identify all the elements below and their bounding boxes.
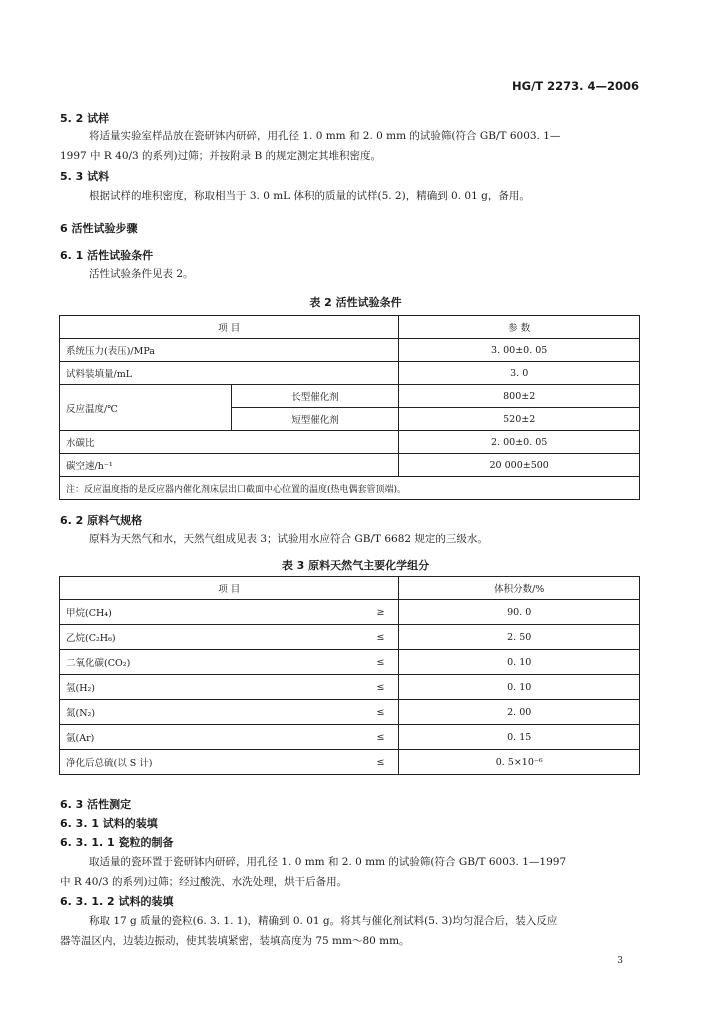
table-cell: 800±2: [399, 385, 640, 408]
section-6-3-title: 6. 3 活性测定: [60, 798, 132, 811]
table-row: [60, 625, 640, 650]
table-2: [59, 315, 640, 500]
table-2-header-param: 参 数: [399, 316, 640, 339]
table-row: [60, 650, 640, 675]
table-cell: 二氧化碳(CO₂): [60, 650, 351, 675]
doc-code-header: HG/T 2273. 4—2006: [512, 79, 639, 93]
table-3: [59, 576, 640, 775]
section-6-2-title: 6. 2 原料气规格: [60, 514, 143, 527]
section-6-2-text: 原料为天然气和水，天然气组成见表 3；试验用水应符合 GB/T 6682 规定的三级水。: [89, 533, 488, 545]
section-6-3-1-2-text-line1: 称取 17 g 质量的瓷粒(6. 3. 1. 1)，精确到 0. 01 g。将其与催化剂试料(5. 3)均匀混合后，装入反应: [89, 915, 558, 927]
table-cell: 碳空速/h⁻¹: [60, 454, 399, 477]
table-row: [60, 316, 640, 339]
table-cell: 氩(Ar): [60, 725, 351, 750]
section-6-3-1-2-title: 6. 3. 1. 2 试料的装填: [60, 895, 174, 908]
table-cell: ≤: [351, 700, 399, 725]
table-cell: 20 000±500: [399, 454, 640, 477]
table-cell: 0. 10: [399, 650, 640, 675]
table-row: [60, 600, 640, 625]
table-cell: 短型催化剂: [231, 408, 399, 431]
section-6-3-1-1-text-line2: 中 R 40/3 的系列)过筛；经过酸洗、水洗处理，烘干后备用。: [60, 876, 348, 888]
section-5-3-title: 5. 3 试料: [60, 170, 110, 183]
table-cell: ≤: [351, 725, 399, 750]
table-cell: 净化后总硫(以 S 计): [60, 750, 351, 775]
table-cell: 3. 00±0. 05: [399, 339, 640, 362]
table-cell: 反应温度/℃: [60, 385, 232, 431]
table-cell: 氮(N₂): [60, 700, 351, 725]
table-cell: 2. 00: [399, 700, 640, 725]
section-6-1-title: 6. 1 活性试验条件: [60, 249, 154, 262]
table-cell: 90. 0: [399, 600, 640, 625]
section-5-3-text: 根据试样的堆积密度，称取相当于 3. 0 mL 体积的质量的试样(5. 2)，精确到 0. 01 g，备用。: [89, 190, 530, 202]
table-3-header-item: 项 目: [60, 577, 399, 600]
table-row: [60, 477, 640, 500]
table-row: [60, 362, 640, 385]
section-6-3-1-title: 6. 3. 1 试料的装填: [60, 817, 158, 830]
section-6-title: 6 活性试验步骤: [60, 222, 138, 235]
table-row: [60, 454, 640, 477]
table-cell: 2. 50: [399, 625, 640, 650]
table-cell: 520±2: [399, 408, 640, 431]
table-2-header-item: 项 目: [60, 316, 399, 339]
table-cell: 氢(H₂): [60, 675, 351, 700]
page-number: 3: [617, 956, 623, 966]
table-3-header-value: 体积分数/%: [399, 577, 640, 600]
table-row: [60, 675, 640, 700]
section-6-3-1-1-title: 6. 3. 1. 1 瓷粒的制备: [60, 836, 174, 849]
table-cell: 系统压力(表压)/MPa: [60, 339, 399, 362]
table-cell: 甲烷(CH₄): [60, 600, 351, 625]
table-cell: ≤: [351, 625, 399, 650]
table-cell: 0. 5×10⁻⁶: [399, 750, 640, 775]
table-2-caption: 表 2 活性试验条件: [309, 296, 402, 309]
table-row: [60, 577, 640, 600]
table-row: [60, 700, 640, 725]
section-5-2-text-line2: 1997 中 R 40/3 的系列)过筛；并按附录 B 的规定测定其堆积密度。: [60, 150, 382, 162]
table-row: [60, 725, 640, 750]
table-cell: 试料装填量/mL: [60, 362, 399, 385]
table-cell: 水碳比: [60, 431, 399, 454]
section-5-2-text-line1: 将适量实验室样品放在瓷研钵内研碎，用孔径 1. 0 mm 和 2. 0 mm 的试验筛(符合 GB/T 6003. 1—: [89, 130, 561, 142]
table-cell: 2. 00±0. 05: [399, 431, 640, 454]
table-row: [60, 385, 640, 408]
section-6-3-1-2-text-line2: 器等温区内，边装边振动，使其装填紧密，装填高度为 75 mm～80 mm。: [60, 935, 410, 947]
table-row: [60, 339, 640, 362]
table-cell: ≥: [351, 600, 399, 625]
table-cell: 乙烷(C₂H₆): [60, 625, 351, 650]
table-2-note: 注：反应温度指的是反应器内催化剂床层出口截面中心位置的温度(热电偶套管顶端)。: [60, 477, 640, 500]
table-cell: 长型催化剂: [231, 385, 399, 408]
section-5-2-title: 5. 2 试样: [60, 112, 110, 125]
table-cell: 3. 0: [399, 362, 640, 385]
table-row: [60, 431, 640, 454]
table-cell: 0. 15: [399, 725, 640, 750]
section-6-1-text: 活性试验条件见表 2。: [89, 268, 194, 280]
table-row: [60, 750, 640, 775]
table-cell: ≤: [351, 675, 399, 700]
section-6-3-1-1-text-line1: 取适量的瓷环置于瓷研钵内研碎，用孔径 1. 0 mm 和 2. 0 mm 的试验筛(符合 GB/T 6003. 1—1997: [89, 856, 567, 868]
table-cell: ≤: [351, 750, 399, 775]
table-3-caption: 表 3 原料天然气主要化学组分: [281, 559, 430, 572]
table-cell: ≤: [351, 650, 399, 675]
table-cell: 0. 10: [399, 675, 640, 700]
